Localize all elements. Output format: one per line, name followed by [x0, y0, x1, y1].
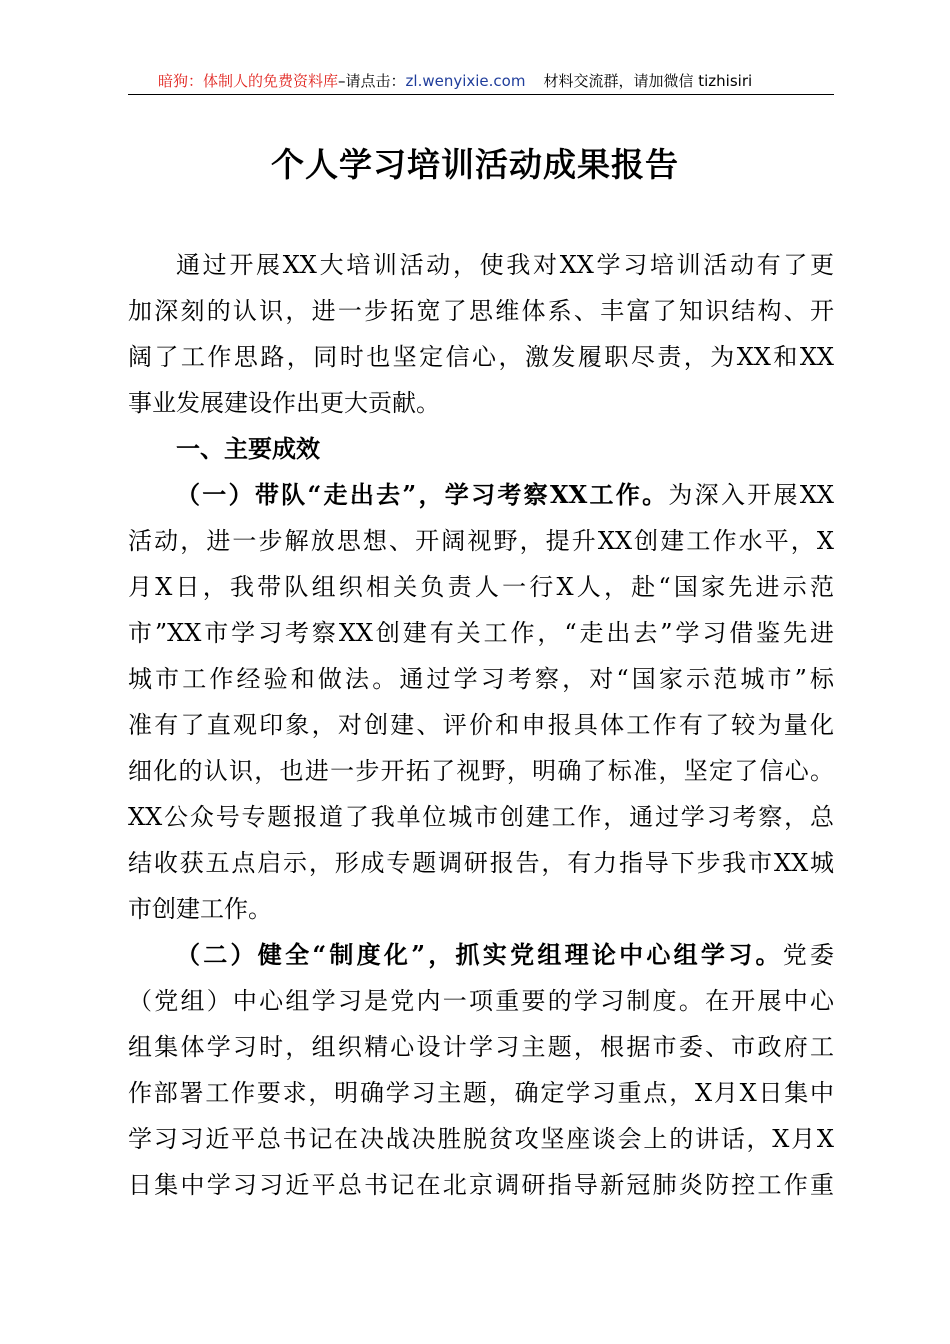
paragraph-line: 阔了工作思路，同时也坚定信心，激发履职尽责，为XX和XX — [128, 343, 834, 371]
paragraph-line: 日集中学习习近平总书记在北京调研指导新冠肺炎防控工作重 — [128, 1171, 834, 1199]
paragraph-line: 事业发展建设作出更大贡献。 — [128, 389, 440, 417]
paragraph-line: 加深刻的认识，进一步拓宽了思维体系、丰富了知识结构、开 — [128, 297, 834, 325]
paragraph-line: 作部署工作要求，明确学习主题，确定学习重点，X月X日集中 — [128, 1079, 834, 1107]
document-title: 个人学习培训活动成果报告 — [271, 145, 679, 184]
paragraph-line: 市”XX市学习考察XX创建有关工作，“走出去”学习借鉴先进 — [128, 619, 834, 647]
paragraph-line: 学习习近平总书记在决战决胜脱贫攻坚座谈会上的讲话，X月X — [128, 1125, 834, 1153]
header-url-link[interactable]: zl.wenyixie.com — [405, 72, 526, 90]
paragraph-line: （党组）中心组学习是党内一项重要的学习制度。在开展中心 — [128, 987, 834, 1015]
document-body — [128, 242, 834, 1208]
item-heading: （一）带队“走出去”，学习考察XX工作。 — [176, 480, 669, 509]
paragraph-line: 活动，进一步解放思想、开阔视野，提升XX创建工作水平，X — [128, 527, 834, 555]
header-divider — [128, 94, 834, 95]
section-heading: 一、主要成效 — [176, 435, 320, 463]
paragraph-text: 为深入开展XX — [668, 481, 834, 509]
paragraph-line: 结收获五点启示，形成专题调研报告，有力指导下步我市XX城 — [128, 849, 834, 877]
paragraph-line — [128, 932, 834, 978]
paragraph-line: 通过开展XX大培训活动，使我对XX学习培训活动有了更 — [176, 251, 834, 279]
header-click-text: –请点击： — [338, 72, 406, 90]
header-site-name: 暗狗：体制人的免费资料库 — [158, 72, 339, 90]
paragraph-line: 月X日，我带队组织相关负责人一行X人，赴“国家先进示范 — [128, 573, 834, 601]
paragraph-line: XX公众号专题报道了我单位城市创建工作，通过学习考察，总 — [128, 803, 834, 831]
paragraph-line: 细化的认识，也进一步开拓了视野，明确了标准，坚定了信心。 — [128, 757, 834, 785]
paragraph-line: 市创建工作。 — [128, 895, 272, 923]
paragraph-text: 党委 — [782, 941, 834, 969]
item-heading: （二）健全“制度化”，抓实党组理论中心组学习。 — [176, 940, 783, 969]
paragraph-line: 准有了直观印象，对创建、评价和申报具体工作有了较为量化 — [128, 711, 834, 739]
paragraph-line: 城市工作经验和做法。通过学习考察，对“国家示范城市”标 — [128, 665, 834, 693]
paragraph-line: 组集体学习时，组织精心设计学习主题，根据市委、市政府工 — [128, 1033, 834, 1061]
page-header — [128, 70, 834, 94]
header-contact: 材料交流群，请加微信 tizhisiri — [543, 72, 753, 90]
paragraph-line — [128, 472, 834, 518]
